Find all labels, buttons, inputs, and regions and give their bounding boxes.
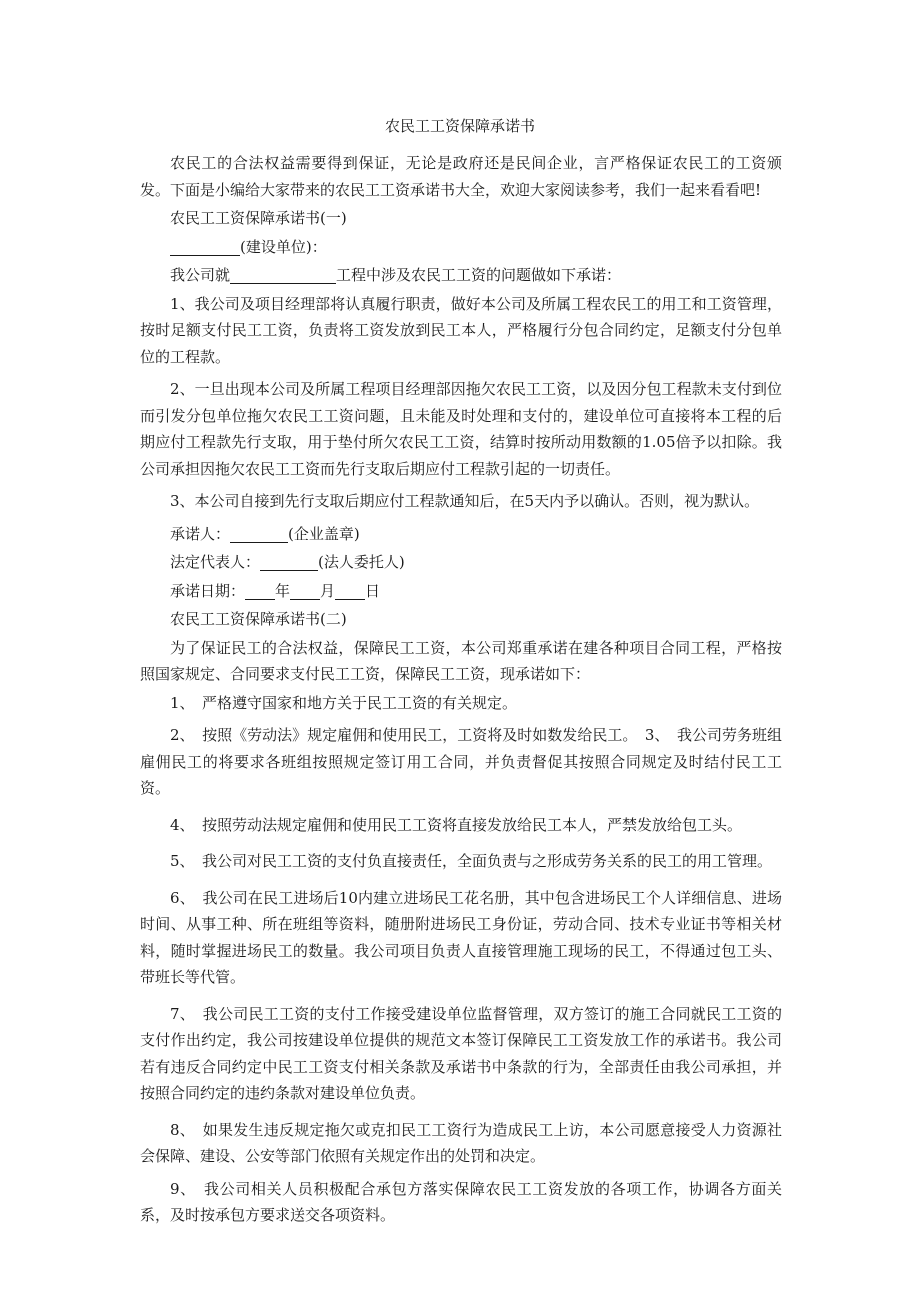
promisor-blank: [230, 524, 288, 543]
legal-rep-label: 法定代表人：: [170, 553, 261, 571]
section2-item-1: 1、 严格遵守国家和地方关于民工工资的有关规定。: [170, 693, 518, 712]
promisor-label: 承诺人：: [170, 524, 231, 543]
section1-item-1: 1、我公司及项目经理部将认真履行职责，做好本公司及所属工程农民工的用工和工资管理，按时足额支付民工工资，负责将工资发放到民工本人，严格履行分包合同约定，足额支付分包单位的工程款。: [140, 294, 782, 366]
document-title: 农民工工资保障承诺书: [384, 117, 535, 135]
lead-prefix: 我公司就: [170, 266, 231, 284]
promisor-suffix: (企业盖章): [288, 524, 360, 543]
lead-suffix: 工程中涉及农民工工资的问题做如下承诺：: [336, 266, 622, 284]
section2-item-2: 2、 按照《劳动法》规定雇佣和使用民工，工资将及时如数发给民工。 3、 我公司劳务班组雇佣民工的将要求各班组按照规定签订用工合同，并负责督促其按照合同规定及时结付民工工资。: [140, 726, 782, 797]
month-label: 月: [320, 581, 336, 600]
section2-item-4: 4、 按照劳动法规定雇佣和使用民工工资将直接发放给民工本人，严禁发放给包工头。: [170, 815, 743, 834]
section1-heading: 农民工工资保障承诺书(一): [170, 209, 347, 227]
legal-rep-suffix: (法人委托人): [318, 553, 405, 571]
year-label: 年: [275, 581, 291, 600]
section2-item-6: 6、 我公司在民工进场后10内建立进场民工花名册，其中包含进场民工个人详细信息、进场时间、从事工种、所在班组等资料，随册附进场民工身份证，劳动合同、技术专业证书等相关材料，随时掌握进场民工的数量。我公司项目负责人直接管理施工现场的民工，不得通过包工头、带班长等代管。: [140, 888, 782, 986]
document-body: [140, 150, 782, 1235]
addressee-line: [140, 234, 782, 261]
section2-item-5: 5、 我公司对民工工资的支付负直接责任，全面负责与之形成劳务关系的民工的用工管理。: [170, 852, 773, 870]
intro-paragraph: 农民工的合法权益需要得到保证，无论是政府还是民间企业，言严格保证农民工的工资颁发。下面是小编给大家带来的农民工工资承诺书大全，欢迎大家阅读参考，我们一起来看看吧!: [140, 154, 782, 199]
construction-unit-blank: [170, 237, 240, 256]
addressee-suffix: (建设单位)：: [240, 237, 327, 256]
section2-intro: 为了保证民工的合法权益，保障民工工资，本公司郑重承诺在建各种项目合同工程，严格按照国家规定、合同要求支付民工工资，保障民工工资，现承诺如下：: [140, 638, 782, 683]
date-label: 承诺日期：: [170, 581, 246, 600]
year-blank: [245, 581, 275, 600]
section1-item-3: 3、本公司自接到先行支取后期应付工程款通知后，在5天内予以确认。否则，视为默认。: [170, 492, 760, 510]
section2-item-9: 9、 我公司相关人员积极配合承包方落实保障农民工工资发放的各项工作，协调各方面关系，及时按承包方要求送交各项资料。: [140, 1179, 782, 1224]
section2-heading: 农民工工资保障承诺书(二): [170, 610, 347, 628]
section2-item-7: 7、 我公司民工工资的支付工作接受建设单位监督管理，双方签订的施工合同就民工工资的支付作出约定，我公司按建设单位提供的规范文本签订保障民工工资发放工作的承诺书。我公司若有违反合同约定中民工工资支付相关条款及承诺书中条款的行为，全部责任由我公司承担，并按照合同约定的违约条款对建设单位负责。: [140, 1004, 782, 1102]
section2-item-8: 8、 如果发生违反规定拖欠或克扣民工工资行为造成民工上访，本公司愿意接受人力资源社会保障、建设、公安等部门依照有关规定作出的处罚和决定。: [140, 1120, 782, 1165]
date-line: [140, 578, 782, 605]
lead-line: [140, 262, 782, 289]
day-label: 日: [365, 581, 381, 600]
legal-rep-blank: [260, 552, 318, 571]
legal-rep-line: [140, 549, 782, 576]
section1-item-2: 2、一旦出现本公司及所属工程项目经理部因拖欠农民工工资，以及因分包工程款未支付到位而引发分包单位拖欠农民工工资问题，且未能及时处理和支付的，建设单位可直接将本工程的后期应付工程款先行支取，用于垫付所欠农民工工资，结算时按所动用数额的1.05倍予以扣除。我公司承担因拖欠农民工工资而先行支取后期应付工程款引起的一切责任。: [140, 380, 782, 478]
month-blank: [290, 581, 320, 600]
day-blank: [335, 581, 365, 600]
promisor-line: [140, 521, 782, 548]
project-name-blank: [230, 265, 336, 284]
